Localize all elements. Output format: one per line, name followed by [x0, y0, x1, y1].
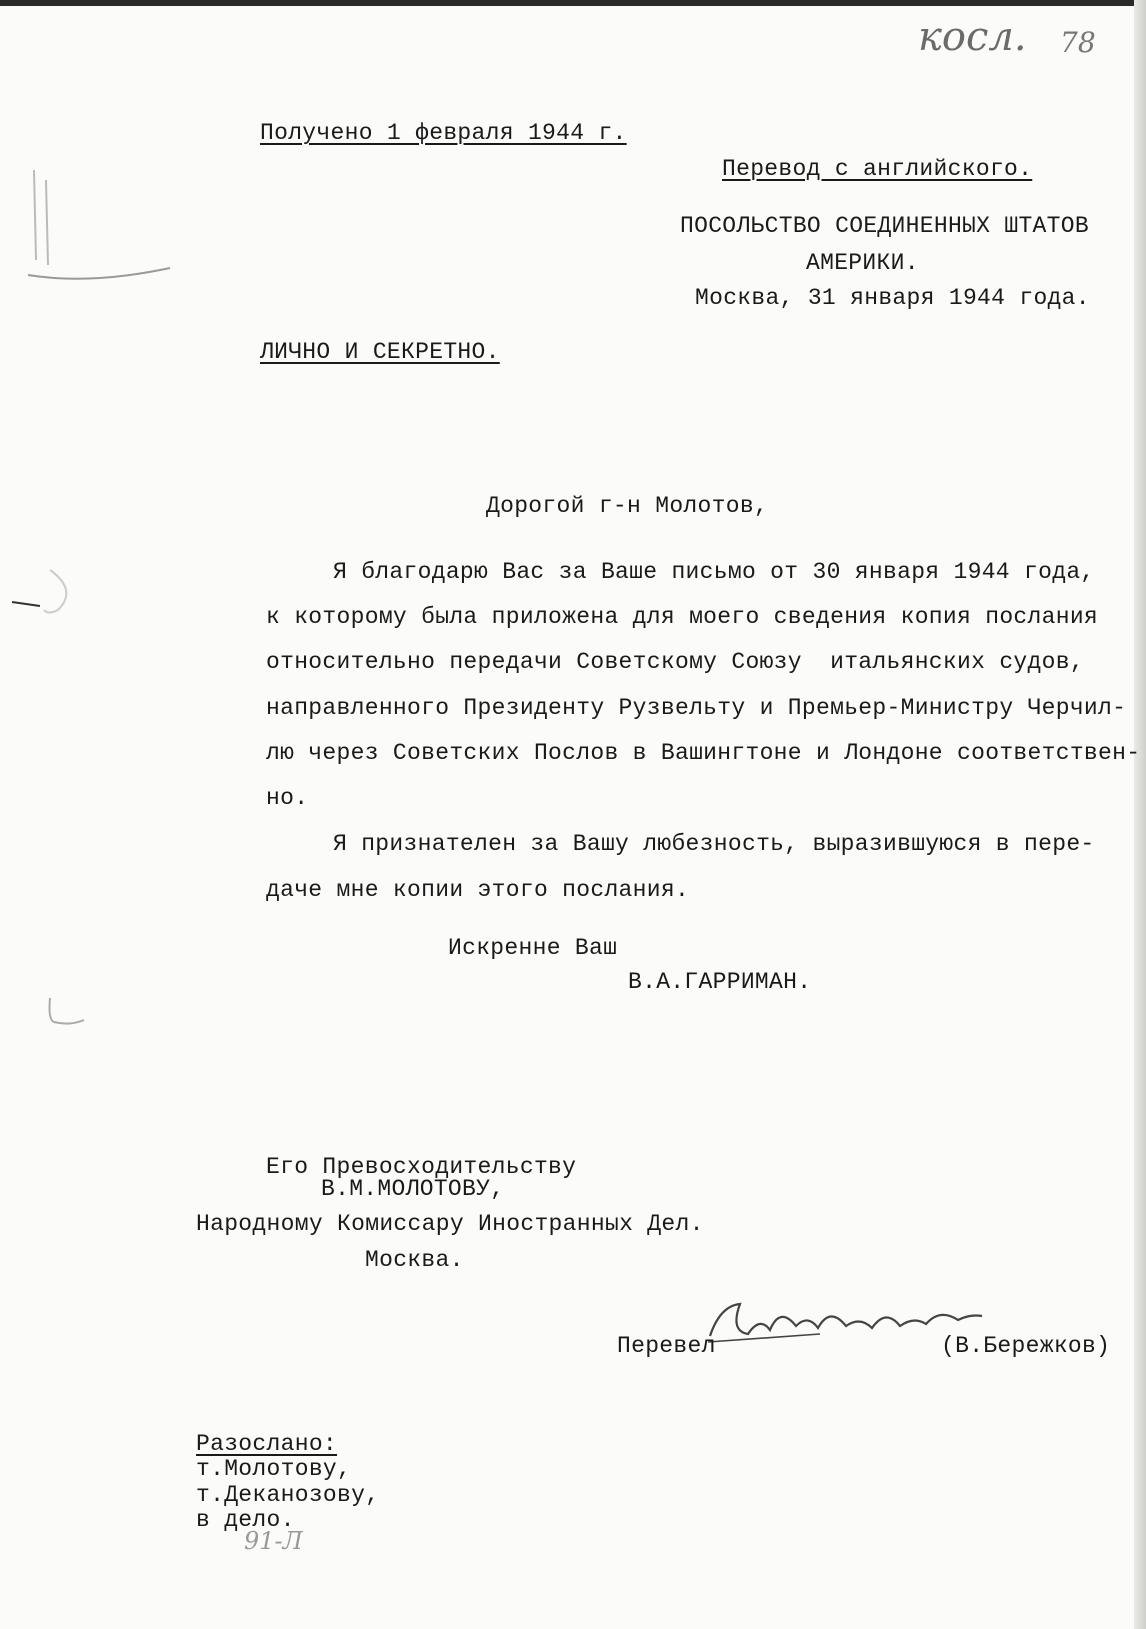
translation-note: Перевод с английского. [722, 156, 1033, 182]
page-right-edge [1134, 0, 1146, 1629]
distribution-item: в дело. [196, 1507, 295, 1533]
paragraph-1-line: направленного Президенту Рузвельту и Премьер-Министру Черчил- [266, 695, 1127, 721]
hole-punch-mark-bottom [40, 990, 100, 1040]
file-reference-note: 91-Л [244, 1527, 303, 1555]
closing: Искренне Ваш [448, 935, 618, 961]
translator-label: Перевел [617, 1333, 716, 1359]
embassy-line-2: АМЕРИКИ. [806, 250, 919, 276]
paragraph-1-line: лю через Советских Послов в Вашингтоне и Лондоне соответствен- [266, 740, 1141, 766]
paragraph-1-line: Я благодарю Вас за Ваше письмо от 30 января 1944 года, [333, 559, 1095, 585]
folio-number: 78 [1060, 26, 1096, 59]
salutation: Дорогой г-н Молотов, [486, 493, 769, 519]
classification-mark: ЛИЧНО И СЕКРЕТНО. [260, 339, 500, 365]
addressee-title: Его Превосходительству [266, 1154, 577, 1180]
translator-name: (В.Бережков) [941, 1333, 1111, 1359]
addressee-position: Народному Комиссару Иностранных Дел. [196, 1211, 704, 1237]
paragraph-2-line: даче мне копии этого послания. [266, 877, 690, 903]
signatory: В.А.ГАРРИМАН. [628, 969, 812, 995]
paragraph-1-line: к которому была приложена для моего сведения копия послания [266, 604, 1099, 630]
distribution-item: т.Деканозову, [196, 1482, 380, 1508]
corner-note: косл. [918, 14, 1027, 60]
embassy-line-1: ПОСОЛЬСТВО СОЕДИНЕННЫХ ШТАТОВ [680, 213, 1089, 239]
hole-punch-mark-middle [8, 560, 88, 630]
hole-punch-mark-top [20, 150, 180, 290]
addressee-city: Москва. [365, 1247, 464, 1273]
paragraph-1-line: но. [266, 785, 309, 811]
distribution-item: т.Молотову, [196, 1456, 352, 1482]
received-stamp: Получено 1 февраля 1944 г. [260, 120, 627, 146]
paragraph-1-line: относительно передачи Советскому Союзу итальянских судов, [266, 649, 1084, 675]
place-and-date: Москва, 31 января 1944 года. [695, 285, 1090, 311]
distribution-heading: Разослано: [196, 1431, 338, 1457]
addressee-name: В.М.МОЛОТОВУ, [321, 1176, 505, 1202]
page-top-edge [0, 0, 1146, 6]
paragraph-2-line: Я признателен за Вашу любезность, выразившуюся в пере- [333, 831, 1095, 857]
